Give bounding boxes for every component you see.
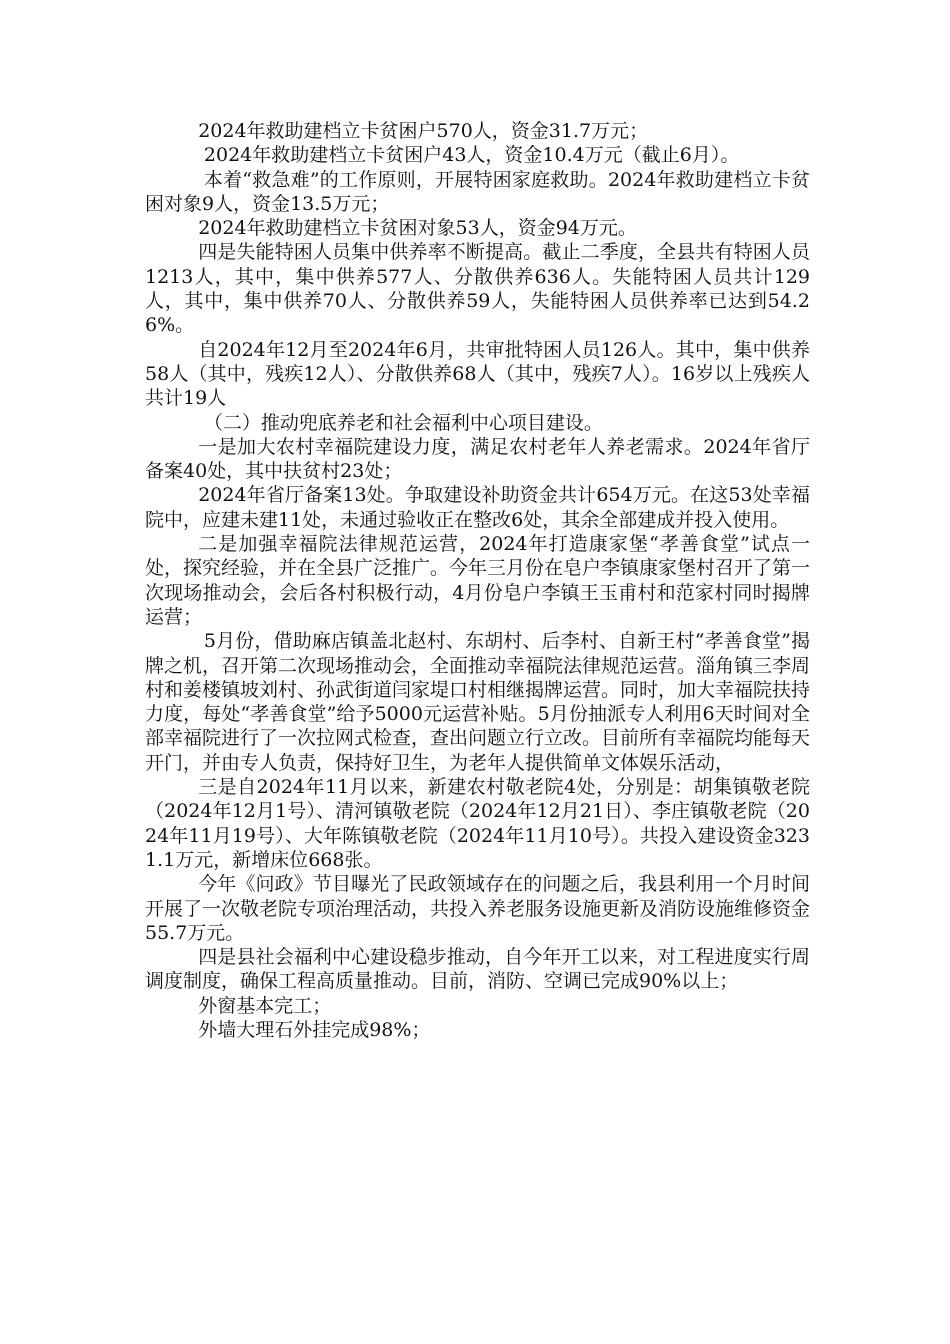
paragraph-1: 2024年救助建档立卡贫困户570人，资金31.7万元； [198,120,649,142]
paragraph-15: 外窗基本完工； [198,994,332,1017]
paragraph-5: 四是失能特困人员集中供养率不断提高。截止二季度，全县共有特困人员1213人，其中，集中供养577人、分散供养636人。失能特困人员共计129人，其中，集中供养70人、分散供养59人，失能特困人员供养率已达到54.26%。 [145,241,810,337]
paragraph-4: 2024年救助建档立卡贫困对象53人，资金94万元。 [198,217,637,240]
paragraph-9: 2024年省厅备案13处。争取建设补助资金共计654万元。在这53处幸福院中，应建未建11处，未通过验收正在整改6处，其余全部建成并投入使用。 [145,484,810,531]
paragraph-8: 一是加大农村幸福院建设力度，满足农村老年人养老需求。2024年省厅备案40处，其中扶贫村23处； [145,435,810,483]
paragraph-16: 外墙大理石外挂完成98%； [198,1018,431,1041]
paragraph-6: 自2024年12月至2024年6月，共审批特困人员126人。其中，集中供养58人（其中，残疾12人）、分散供养68人（其中，残疾7人）。16岁以上残疾人共计19人 [145,338,810,410]
paragraph-3: 本着“救急难”的工作原则，开展特困家庭救助。2024年救助建档立卡贫困对象9人，资金13.5万元； [145,168,810,215]
document-page [145,119,810,1042]
paragraph-2: 2024年救助建档立卡贫困户43人，资金10.4万元（截止6月）。 [203,144,740,167]
section-heading: （二）推动兜底养老和社会福利中心项目建设。 [203,411,603,434]
paragraph-10: 二是加强幸福院法律规范运营，2024年打造康家堡“孝善食堂”试点一处，探究经验，并在全县广泛推广。今年三月份在皂户李镇康家堡村召开了第一次现场推动会，会后各村积极行动，4月份皂户李镇王玉甫村和范家村同时揭牌运营； [145,533,811,628]
paragraph-14: 四是县社会福利中心建设稳步推动，自今年开工以来，对工程进度实行周调度制度，确保工程高质量推动。目前，消防、空调已完成90%以上； [145,946,810,993]
paragraph-11: 5月份，借助麻店镇盖北赵村、东胡村、后李村、自新王村“孝善食堂”揭牌之机，召开第二次现场推动会，全面推动幸福院法律规范运营。淄角镇三李周村和姜楼镇坡刘村、孙武街道闫家堤口村相继揭牌运营。同时，加大幸福院扶持力度，每处“孝善食堂”给予5000元运营补贴。5月份抽派专人利用6天时间对全部幸福院进行了一次拉网式检查，查出问题立行立改。目前所有幸福院均能每天开门，并由专人负责，保持好卫生，为老年人提供简单文体娱乐活动， [145,630,811,774]
paragraph-12: 三是自2024年11月以来，新建农村敬老院4处，分别是：胡集镇敬老院（2024年12月1号）、清河镇敬老院（2024年12月21日）、李庄镇敬老院（2024年11月19号）、大年陈镇敬老院（2024年11月10号）。共投入建设资金3231.1万元，新增床位668张。 [145,776,810,871]
paragraph-13: 今年《问政》节目曝光了民政领域存在的问题之后，我县利用一个月时间开展了一次敬老院专项治理活动，共投入养老服务设施更新及消防设施维修资金55.7万元。 [145,873,811,944]
